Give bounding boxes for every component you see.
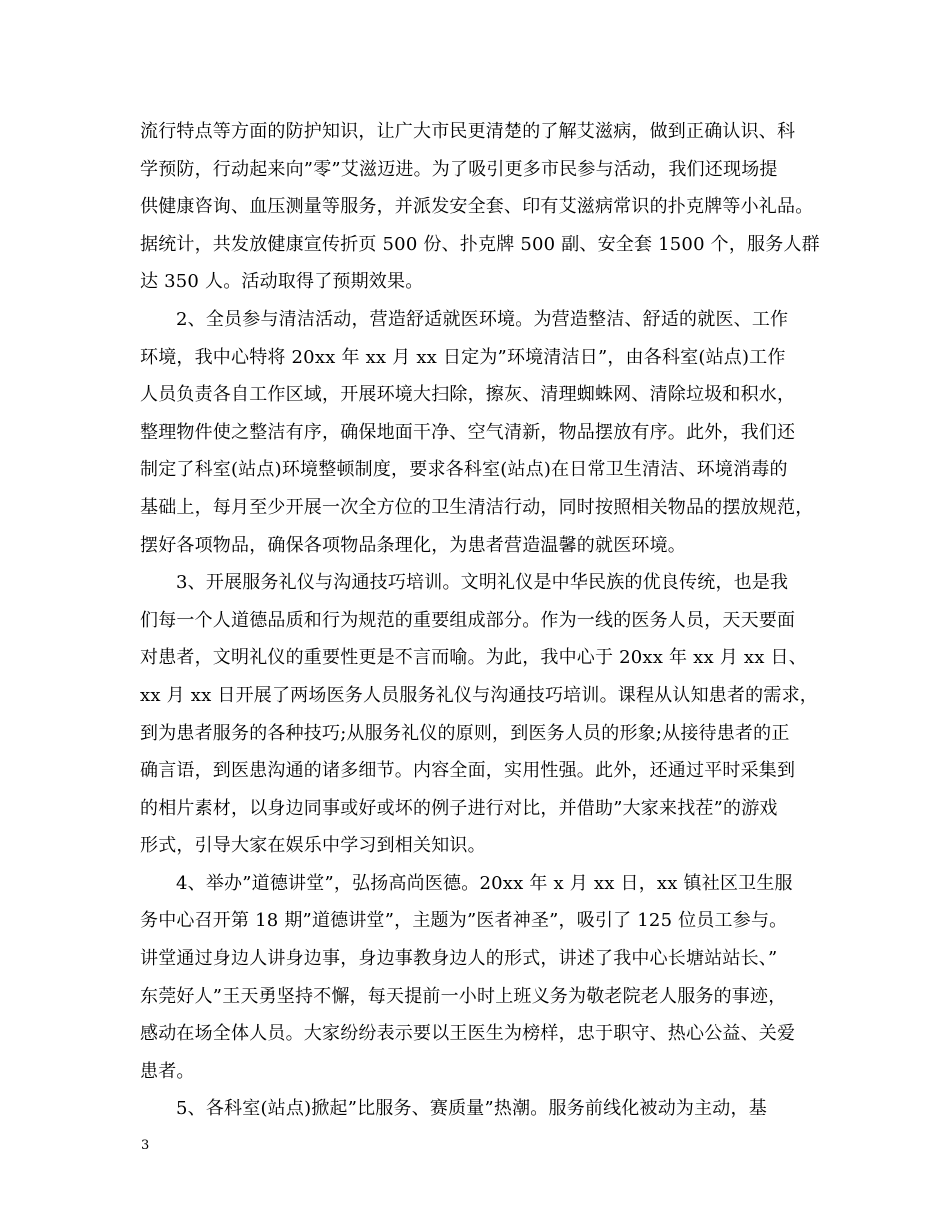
text-line: 到为患者服务的各种技巧;从服务礼仪的原则，到医务人员的形象;从接待患者的正 bbox=[140, 722, 790, 744]
text-line: 讲堂通过身边人讲身边事，身边事教身边人的形式，讲述了我中心长塘站站长、” bbox=[140, 948, 778, 970]
text-line: 基础上，每月至少开展一次全方位的卫生清洁行动，同时按照相关物品的摆放规范， bbox=[140, 496, 814, 518]
paragraph-start-line: 2、全员参与清洁活动，营造舒适就医环境。为营造整洁、舒适的就医、工作 bbox=[176, 308, 789, 330]
paragraph-start-line: 4、举办”道德讲堂”，弘扬高尚医德。20xx 年 x 月 xx 日，xx 镇社区卫生服 bbox=[176, 872, 793, 894]
text-line: 感动在场全体人员。大家纷纷表示要以王医生为榜样，忠于职守、热心公益、关爱 bbox=[140, 1023, 796, 1045]
text-line: 形式，引导大家在娱乐中学习到相关知识。 bbox=[140, 835, 486, 857]
text-line: 摆好各项物品，确保各项物品条理化，为患者营造温馨的就医环境。 bbox=[140, 534, 686, 556]
text-line: 患者。 bbox=[140, 1060, 195, 1082]
text-line: 制定了科室(站点)环境整顿制度，要求各科室(站点)在日常卫生清洁、环境消毒的 bbox=[140, 459, 788, 481]
text-line: 学预防，行动起来向”零”艾滋迈进。为了吸引更多市民参与活动，我们还现场提 bbox=[140, 158, 778, 180]
text-line: 确言语，到医患沟通的诸多细节。内容全面，实用性强。此外，还通过平时采集到 bbox=[140, 760, 796, 782]
text-line: 务中心召开第 18 期”道德讲堂”，主题为”医者神圣”，吸引了 125 位员工参与。 bbox=[140, 910, 788, 932]
text-line: 们每一个人道德品质和行为规范的重要组成部分。作为一线的医务人员，天天要面 bbox=[140, 609, 796, 631]
text-line: 供健康咨询、血压测量等服务，并派发安全套、印有艾滋病常识的扑克牌等小礼品。 bbox=[140, 196, 814, 218]
text-line: 环境，我中心特将 20xx 年 xx 月 xx 日定为”环境清洁日”，由各科室(站点)工作 bbox=[140, 346, 786, 368]
paragraph-start-line: 5、各科室(站点)掀起”比服务、赛质量”热潮。服务前线化被动为主动，基 bbox=[176, 1098, 767, 1120]
text-line: 对患者，文明礼仪的重要性更是不言而喻。为此，我中心于 20xx 年 xx 月 xx 日、 bbox=[140, 647, 807, 669]
paragraph-start-line: 3、开展服务礼仪与沟通技巧培训。文明礼仪是中华民族的优良传统，也是我 bbox=[176, 572, 789, 594]
text-line: 人员负责各自工作区域，开展环境大扫除，擦灰、清理蜘蛛网、清除垃圾和积水， bbox=[140, 384, 796, 406]
text-line: 达 350 人。活动取得了预期效果。 bbox=[140, 271, 424, 293]
text-line: 整理物件使之整洁有序，确保地面干净、空气清新，物品摆放有序。此外，我们还 bbox=[140, 421, 796, 443]
text-line: 流行特点等方面的防护知识，让广大市民更清楚的了解艾滋病，做到正确认识、科 bbox=[140, 121, 796, 142]
text-line: 的相片素材，以身边同事或好或坏的例子进行对比，并借助”大家来找茬”的游戏 bbox=[140, 797, 778, 819]
text-line: 据统计，共发放健康宣传折页 500 份、扑克牌 500 副、安全套 1500 个，服务人群 bbox=[140, 233, 820, 255]
body-text bbox=[140, 113, 830, 1128]
text-line: 东莞好人”王天勇坚持不懈，每天提前一小时上班义务为敬老院老人服务的事迹， bbox=[140, 985, 787, 1007]
page-number: 3 bbox=[141, 1138, 150, 1153]
text-line: xx 月 xx 日开展了两场医务人员服务礼仪与沟通技巧培训。课程从认知患者的需求， bbox=[140, 684, 818, 706]
